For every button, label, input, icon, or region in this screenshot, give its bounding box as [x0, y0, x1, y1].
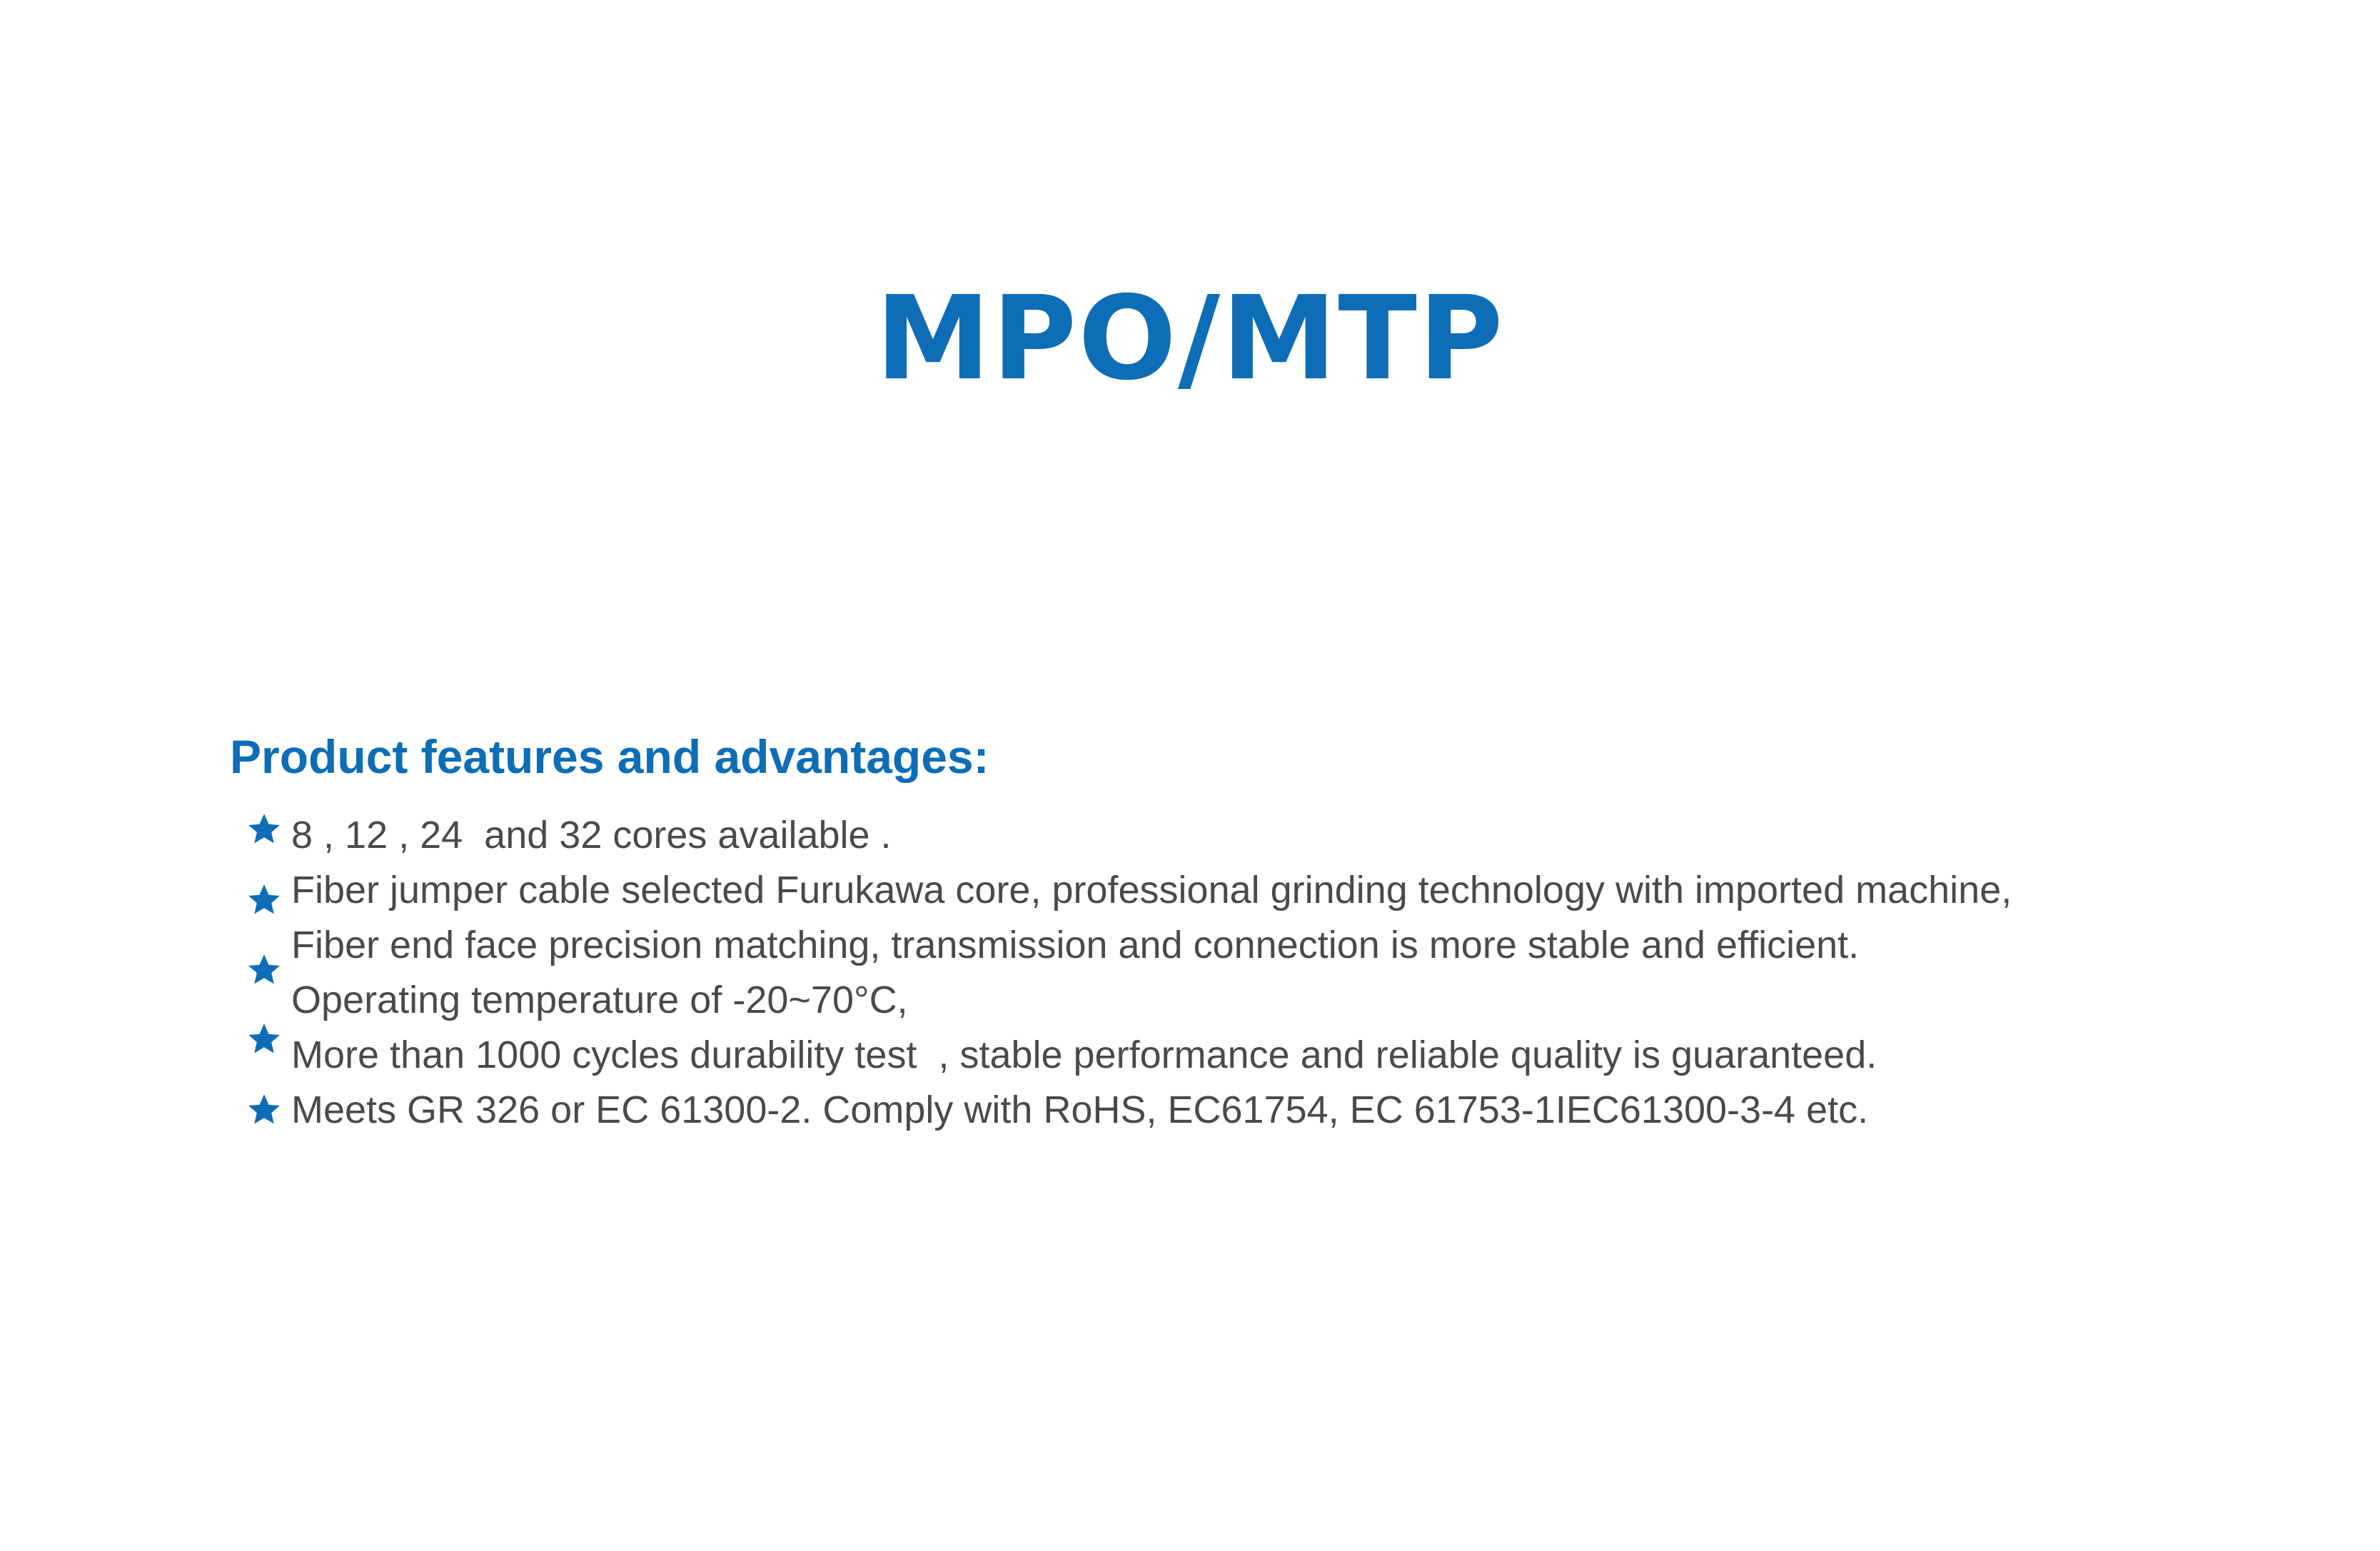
page-title: MPO/MTP — [875, 272, 1505, 406]
star-icon — [246, 1021, 282, 1057]
feature-line: Meets GR 326 or EC 61300-2. Comply with RoHS, EC61754, EC 61753-1IEC61300-3-4 etc. — [291, 1088, 1869, 1131]
feature-line: Fiber end face precision matching, transmission and connection is more stable and efficient. — [291, 924, 1860, 966]
features-heading: Product features and advantages: — [230, 730, 989, 783]
feature-line: More than 1000 cycles durability test , stable performance and reliable quality is guaranteed. — [291, 1034, 1877, 1076]
star-icon — [246, 952, 282, 988]
feature-line: Fiber jumper cable selected Furukawa core, professional grinding technology with imported machine, — [291, 869, 2012, 911]
star-icon — [246, 882, 282, 918]
feature-line: Operating temperature of -20~70°C, — [291, 979, 908, 1021]
star-icon — [246, 812, 282, 847]
star-icon — [246, 1092, 282, 1128]
feature-line: 8 , 12 , 24 and 32 cores available . — [291, 814, 892, 857]
